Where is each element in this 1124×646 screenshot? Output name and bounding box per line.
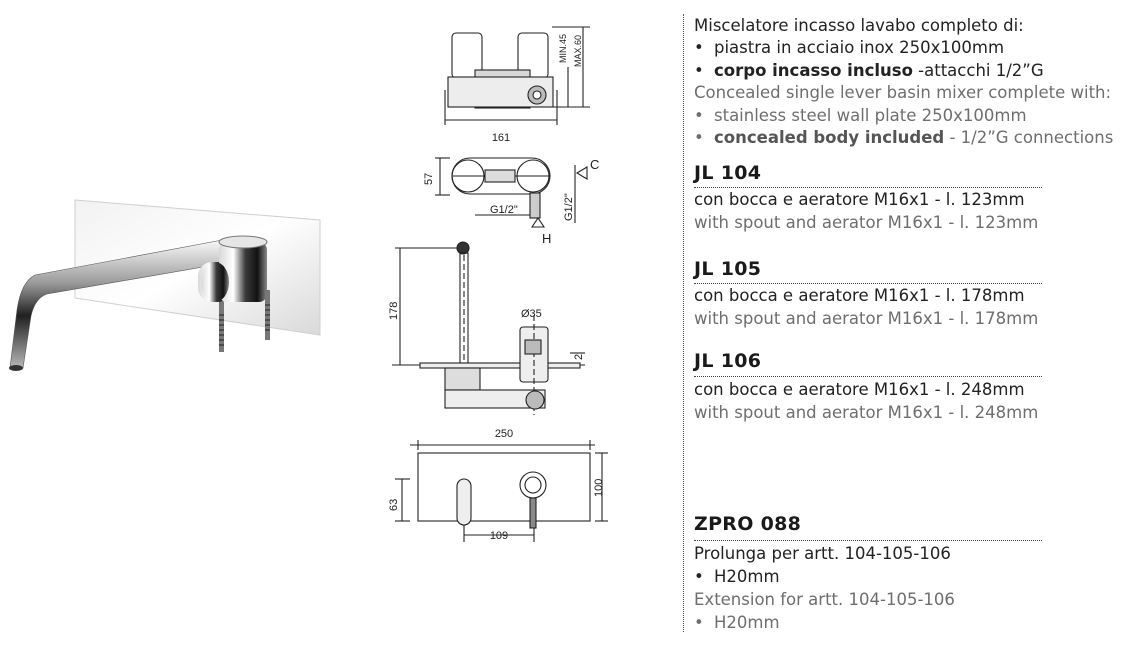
dim-2: 2 [573, 353, 585, 360]
intro-it: Miscelatore incasso lavabo completo di: [694, 16, 1024, 35]
label-c: C [590, 157, 600, 172]
side-view-top [445, 27, 590, 125]
vertical-separator [683, 14, 684, 632]
dim-max60: MAX.60 [573, 34, 583, 67]
dim-min45: MIN.45 [558, 33, 568, 63]
label-h: H [542, 231, 552, 246]
product-code-zpro088: ZPRO 088 [694, 513, 802, 535]
bullet2-it: • corpo incasso incluso -attacchi 1/2”G [694, 61, 1044, 80]
divider [694, 283, 1042, 284]
divider [694, 376, 1042, 377]
dim-178: 178 [388, 301, 400, 320]
product-code-jl105: JL 105 [694, 258, 762, 280]
bullet1-en: • stainless steel wall plate 250x100mm [694, 106, 1027, 125]
bullet2-en: • concealed body included - 1/2”G connections [694, 128, 1114, 147]
dim-dia35: Ø35 [521, 308, 542, 320]
product-desc-en: with spout and aerator M16x1 - l. 248mm [694, 403, 1039, 422]
dim-100: 100 [593, 478, 605, 497]
product-desc-it: con bocca e aeratore M16x1 - l. 178mm [694, 286, 1025, 305]
product-photo [5, 190, 335, 390]
product-code-jl104: JL 104 [694, 162, 762, 184]
side-view-spout [392, 242, 585, 415]
divider [694, 540, 1042, 541]
product-desc-en: with spout and aerator M16x1 - l. 178mm [694, 309, 1039, 328]
product-desc-en: with spout and aerator M16x1 - l. 123mm [694, 213, 1039, 232]
dim-63: 63 [388, 498, 400, 511]
front-view [395, 440, 608, 542]
dim-161: 161 [491, 132, 511, 144]
technical-drawing [380, 15, 610, 550]
extension-bullet-en: • H20mm [694, 613, 780, 632]
extension-bullet-it: • H20mm [694, 567, 780, 586]
product-desc-it: con bocca e aeratore M16x1 - l. 123mm [694, 190, 1025, 209]
divider [694, 187, 1042, 188]
dim-109: 109 [489, 530, 509, 542]
label-g12-side: G1/2" [563, 193, 575, 221]
product-code-jl106: JL 106 [694, 350, 762, 372]
extension-desc-it: Prolunga per artt. 104-105-106 [694, 544, 951, 563]
dim-57: 57 [423, 172, 435, 185]
product-desc-it: con bocca e aeratore M16x1 - l. 248mm [694, 380, 1025, 399]
bullet1-it: • piastra in acciaio inox 250x100mm [694, 38, 1005, 57]
dim-250: 250 [494, 428, 514, 440]
label-g12-bottom: G1/2" [490, 204, 518, 216]
intro-en: Concealed single lever basin mixer complete with: [694, 83, 1112, 102]
extension-desc-en: Extension for artt. 104-105-106 [694, 590, 955, 609]
